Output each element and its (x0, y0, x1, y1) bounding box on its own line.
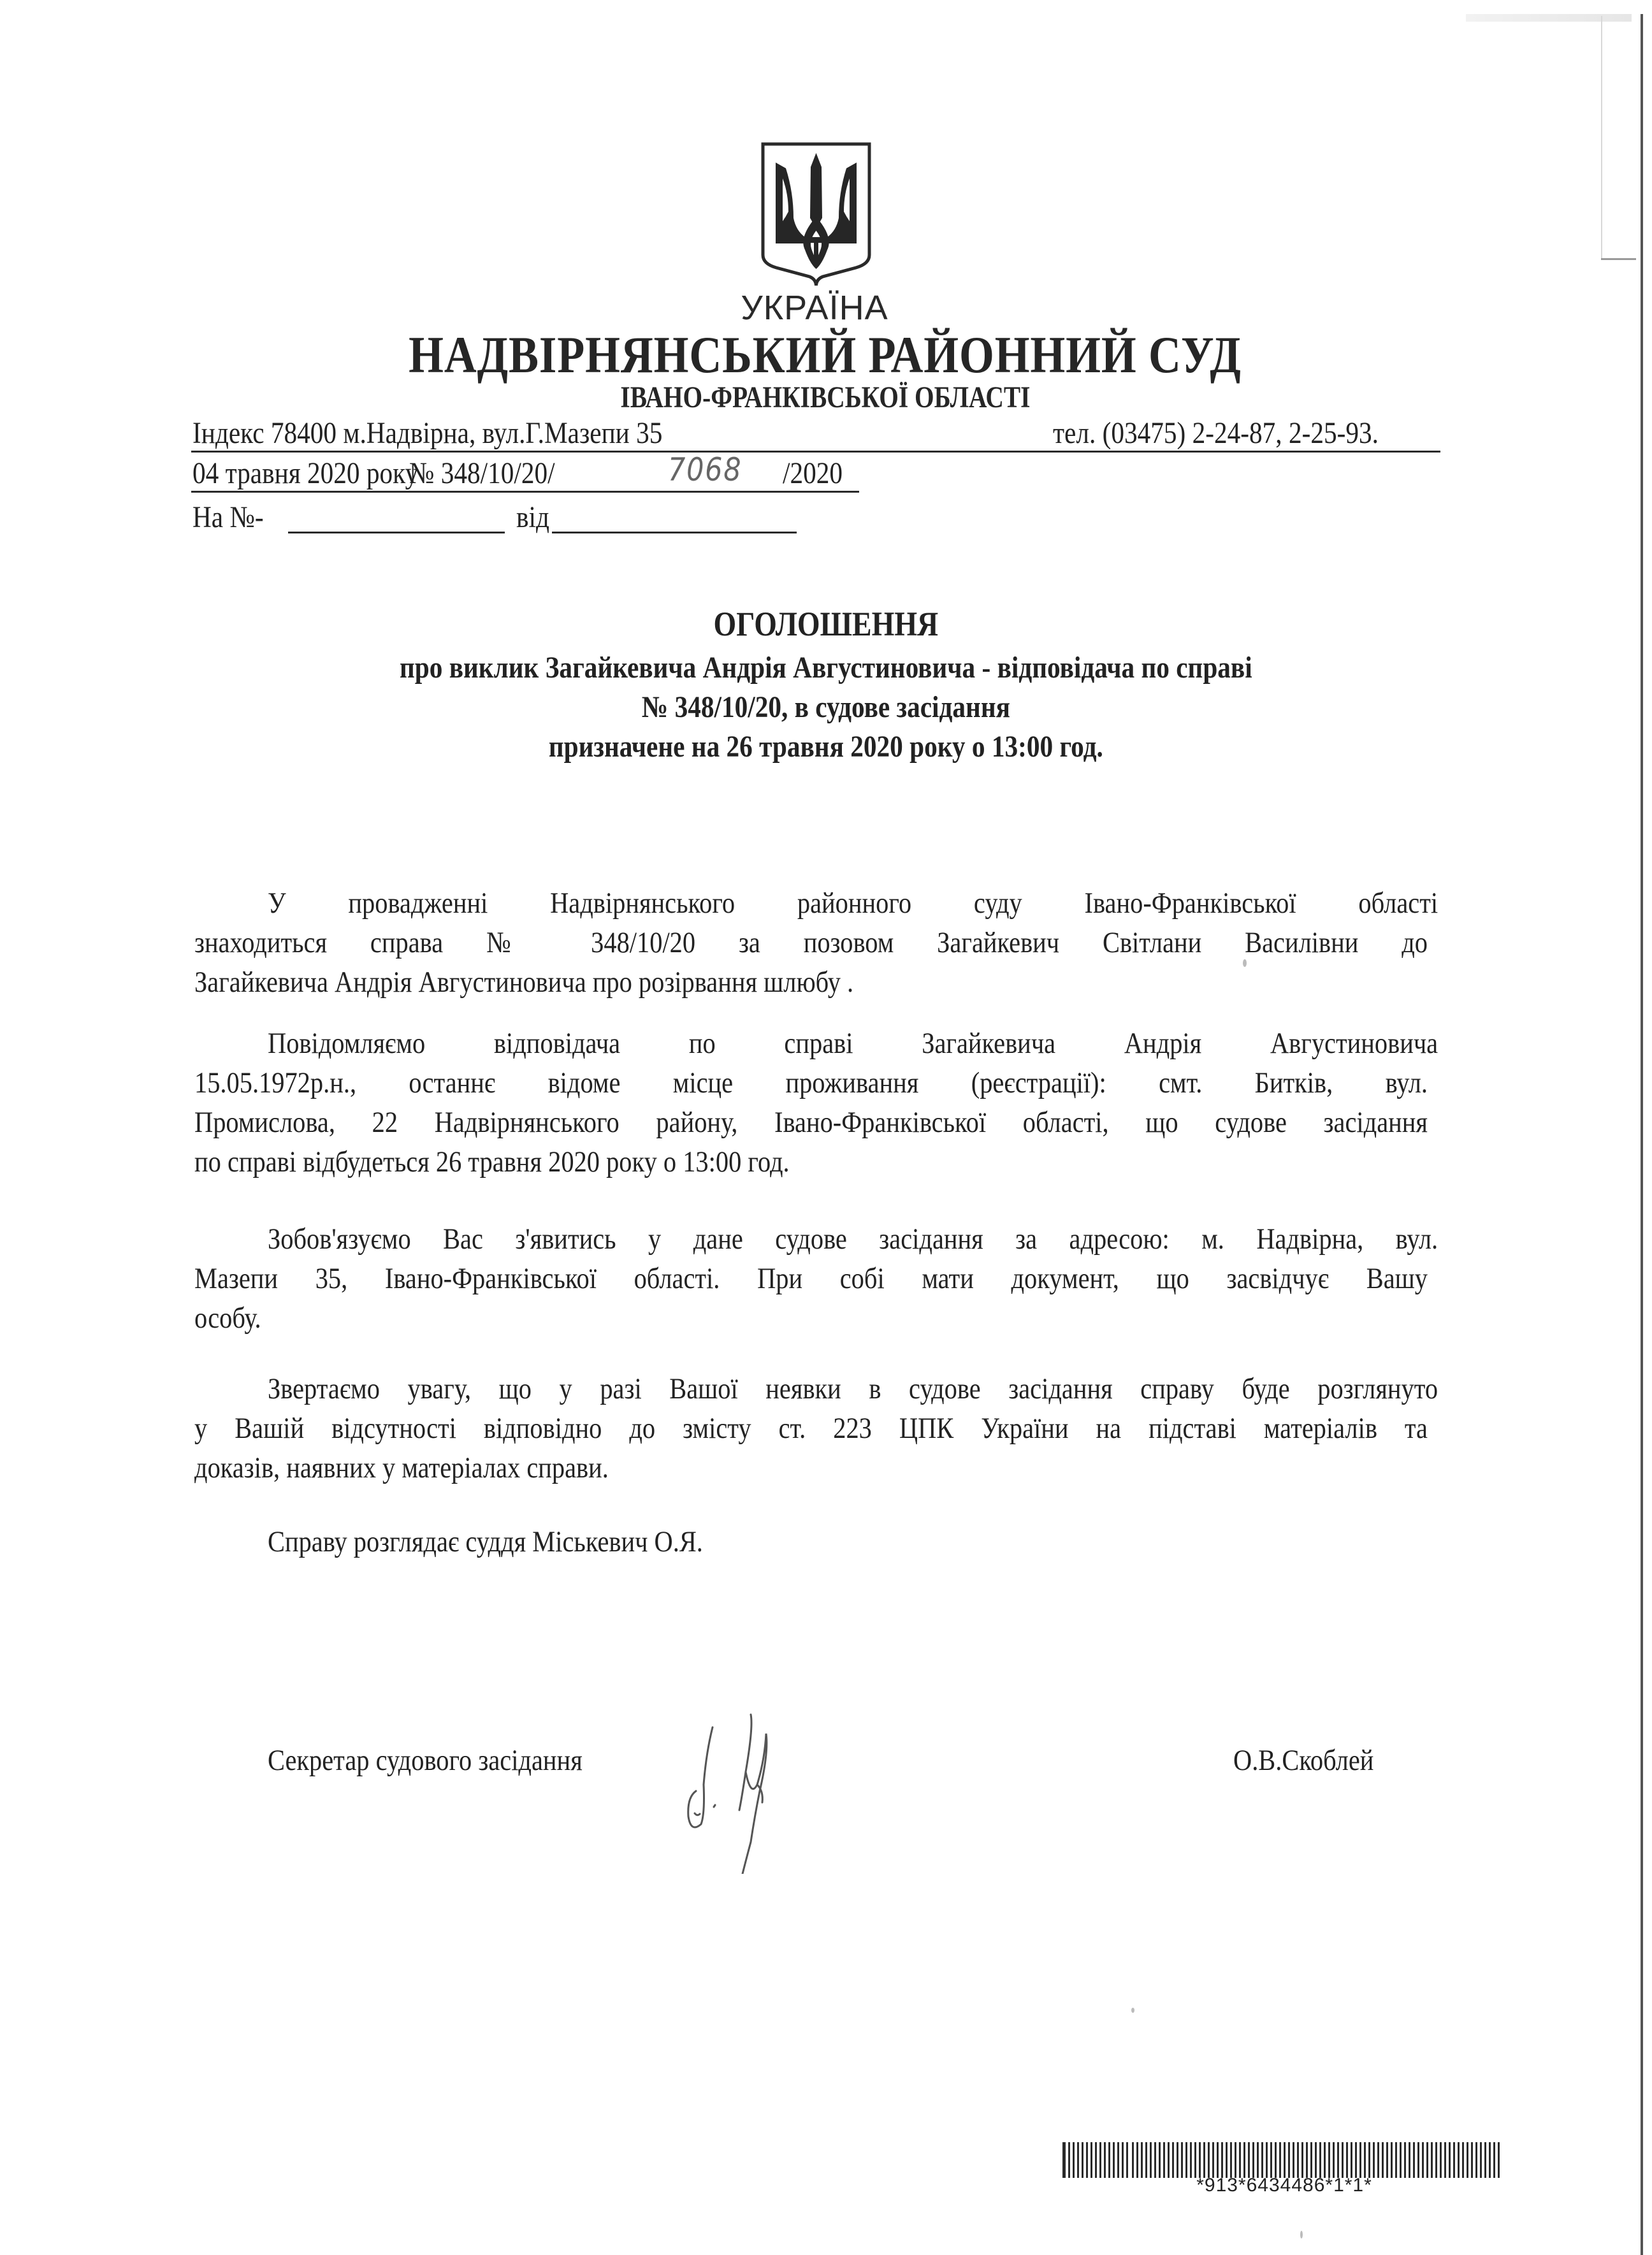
barcode-bar (1337, 2142, 1339, 2178)
country-name (0, 288, 1652, 328)
body-p3-line3: особу. (194, 1302, 261, 1335)
barcode-bar (1306, 2142, 1308, 2178)
barcode-bar (1404, 2142, 1406, 2178)
barcode-bar (1095, 2142, 1097, 2178)
barcode-bar (1266, 2142, 1268, 2178)
notice-subtitle-2: № 348/10/20, в судове засідання (641, 690, 1010, 724)
barcode-bar (1489, 2142, 1491, 2178)
barcode-bar (1319, 2142, 1321, 2178)
barcode-bar (1467, 2142, 1468, 2178)
barcode-bar (1417, 2142, 1419, 2178)
barcode-bar (1368, 2142, 1370, 2178)
barcode-bar (1377, 2142, 1379, 2178)
barcode-bar (1150, 2142, 1152, 2178)
scan-speck (1131, 2008, 1134, 2013)
barcode-bar (1203, 2142, 1205, 2178)
barcode-bar (1261, 2142, 1263, 2178)
notice-heading: ОГОЛОШЕННЯ (713, 605, 939, 643)
scan-shadow (1466, 14, 1632, 22)
body-p2-line3: Промислова, 22 Надвірнянського району, Івано-Франківської області, що судове засідання (194, 1106, 1428, 1139)
body-p4-line1: Звертаємо увагу, що у разі Вашої неявки в судове засідання справу буде розглянуто (268, 1372, 1438, 1405)
barcode-bar (1177, 2142, 1178, 2178)
barcode-bar (1471, 2142, 1473, 2178)
barcode-bar (1435, 2142, 1437, 2178)
court-region: ІВАНО-ФРАНКІВСЬКОЇ ОБЛАСТІ (620, 381, 1031, 414)
barcode-bar (1284, 2142, 1286, 2178)
outgoing-number-handwritten: 7068 (668, 451, 743, 488)
barcode-bar (1208, 2142, 1210, 2178)
barcode-bar (1217, 2142, 1219, 2178)
scan-page-edge (1641, 14, 1643, 2255)
body-p1-line1: У провадженні Надвірнянського районного суду Івано-Франківської області (268, 887, 1438, 920)
barcode-bar (1297, 2142, 1299, 2178)
barcode-bar (1364, 2142, 1366, 2178)
barcode-bar (1159, 2142, 1161, 2178)
barcode-bar (1126, 2142, 1128, 2178)
barcode-bar (1073, 2142, 1075, 2178)
barcode-bar (1163, 2142, 1165, 2178)
barcode-bar (1373, 2142, 1375, 2178)
body-p3-line2: Мазепи 35, Івано-Франківської області. При собі мати документ, що засвідчує Вашу (194, 1262, 1428, 1295)
barcode (1061, 2142, 1507, 2178)
barcode-bar (1062, 2142, 1066, 2178)
barcode-bar (1226, 2142, 1228, 2178)
barcode-bar (1099, 2142, 1101, 2178)
barcode-bar (1068, 2142, 1070, 2178)
barcode-bar (1086, 2142, 1088, 2178)
barcode-bar (1090, 2142, 1092, 2178)
barcode-bar (1422, 2142, 1424, 2178)
barcode-bar (1293, 2142, 1294, 2178)
barcode-bar (1462, 2142, 1464, 2178)
barcode-bar (1108, 2142, 1110, 2178)
barcode-bar (1449, 2142, 1451, 2178)
barcode-bar (1235, 2142, 1236, 2178)
reply-from-label: від (516, 500, 549, 534)
body-p1-line2: знаходиться справа № 348/10/20 за позовом Загайкевич Світлани Василівни до (194, 926, 1428, 959)
barcode-bar (1480, 2142, 1482, 2178)
barcode-bar (1328, 2142, 1330, 2178)
outgoing-underline (191, 491, 859, 493)
barcode-bar (1409, 2142, 1410, 2178)
barcode-bar (1122, 2142, 1124, 2178)
barcode-bar (1351, 2142, 1352, 2178)
barcode-bar (1431, 2142, 1433, 2178)
country-name-text: УКРАЇНА (741, 289, 888, 327)
body-judge-line: Справу розглядає суддя Міськевич О.Я. (268, 1525, 703, 1558)
barcode-bar (1181, 2142, 1183, 2178)
barcode-bar (1113, 2142, 1115, 2178)
body-p4-line2: у Вашій відсутності відповідно до змісту ст. 223 ЦПК України на підставі матеріалів та (194, 1412, 1428, 1445)
address-underline (191, 451, 1440, 453)
barcode-bar (1257, 2142, 1259, 2178)
scan-edge-mark (1601, 258, 1636, 260)
secretary-name: О.В.Скоблей (1233, 1744, 1374, 1777)
body-p4-line3: доказів, наявних у матеріалах справи. (194, 1451, 609, 1484)
outgoing-date: 04 травня 2020 року (192, 456, 419, 490)
barcode-bar (1386, 2142, 1388, 2178)
barcode-bar (1154, 2142, 1156, 2178)
barcode-bar (1444, 2142, 1446, 2178)
notice-subtitle-1: про виклик Загайкевича Андрія Августиновича - відповідача по справі (400, 651, 1252, 685)
secretary-role: Секретар судового засідання (268, 1744, 583, 1777)
body-p1-line3: Загайкевича Андрія Августиновича про розірвання шлюбу . (194, 966, 854, 999)
barcode-bar (1221, 2142, 1223, 2178)
outgoing-number-suffix: /2020 (783, 456, 843, 490)
scan-speck (1300, 2231, 1303, 2238)
barcode-bar (1288, 2142, 1290, 2178)
barcode-number: *913*6434486*1*1* (1196, 2175, 1372, 2196)
barcode-bar (1136, 2142, 1138, 2178)
barcode-bar (1355, 2142, 1357, 2178)
reply-to-label: На №- (192, 500, 264, 534)
barcode-bar (1145, 2142, 1147, 2178)
body-p3-line1: Зобов'язуємо Вас з'явитись у дане судове засідання за адресою: м. Надвірна, вул. (268, 1222, 1438, 1256)
barcode-bar (1400, 2142, 1402, 2178)
barcode-bar (1493, 2142, 1495, 2178)
outgoing-number-prefix: № 348/10/20/ (409, 456, 555, 490)
barcode-bar (1239, 2142, 1241, 2178)
barcode-bar (1484, 2142, 1486, 2178)
barcode-bar (1453, 2142, 1455, 2178)
barcode-bar (1270, 2142, 1272, 2178)
barcode-bar (1230, 2142, 1232, 2178)
barcode-bar (1117, 2142, 1119, 2178)
barcode-bar (1190, 2142, 1192, 2178)
barcode-bar (1342, 2142, 1344, 2178)
court-address: Індекс 78400 м.Надвірна, вул.Г.Мазепи 35 (192, 416, 663, 450)
barcode-bar (1212, 2142, 1214, 2178)
barcode-bar (1426, 2142, 1428, 2178)
barcode-bar (1391, 2142, 1393, 2178)
coat-of-arms-icon (760, 141, 872, 288)
reply-to-blank (288, 532, 505, 533)
scan-fold-line (1601, 16, 1602, 258)
barcode-bar (1199, 2142, 1201, 2178)
barcode-bar (1141, 2142, 1143, 2178)
barcode-bar (1333, 2142, 1335, 2178)
barcode-bar (1104, 2142, 1106, 2178)
barcode-bar (1077, 2142, 1079, 2178)
barcode-bar (1132, 2142, 1134, 2178)
barcode-bar (1301, 2142, 1303, 2178)
barcode-bar (1413, 2142, 1415, 2178)
barcode-bar (1275, 2142, 1277, 2178)
barcode-bar (1252, 2142, 1254, 2178)
barcode-bar (1458, 2142, 1460, 2178)
body-p2-line4: по справі відбудеться 26 травня 2020 року о 13:00 год. (194, 1145, 790, 1178)
barcode-bar (1243, 2142, 1245, 2178)
barcode-bar (1346, 2142, 1348, 2178)
barcode-bar (1310, 2142, 1312, 2178)
barcode-bar (1172, 2142, 1174, 2178)
barcode-bar (1440, 2142, 1442, 2178)
barcode-bar (1315, 2142, 1317, 2178)
barcode-bar (1185, 2142, 1187, 2178)
scan-speck (1243, 959, 1247, 967)
barcode-bar (1498, 2142, 1500, 2178)
body-p2-line1: Повідомляємо відповідача по справі Загайкевича Андрія Августиновича (268, 1027, 1438, 1060)
barcode-bar (1082, 2142, 1083, 2178)
barcode-bar (1279, 2142, 1281, 2178)
court-phone: тел. (03475) 2-24-87, 2-25-93. (1053, 416, 1379, 450)
handwritten-signature (676, 1689, 822, 1874)
barcode-bar (1395, 2142, 1397, 2178)
barcode-bar (1475, 2142, 1477, 2178)
barcode-bar (1248, 2142, 1250, 2178)
reply-from-blank (552, 532, 797, 533)
court-name: НАДВІРНЯНСЬКИЙ РАЙОННИЙ СУД (409, 326, 1242, 384)
barcode-bar (1194, 2142, 1196, 2178)
barcode-bar (1359, 2142, 1361, 2178)
barcode-bar (1168, 2142, 1170, 2178)
barcode-bar (1382, 2142, 1384, 2178)
notice-subtitle-3: призначене на 26 травня 2020 року о 13:00 год. (548, 730, 1103, 764)
barcode-bar (1324, 2142, 1326, 2178)
body-p2-line2: 15.05.1972р.н., останнє відоме місце проживання (реєстрації): смт. Битків, вул. (194, 1066, 1428, 1099)
